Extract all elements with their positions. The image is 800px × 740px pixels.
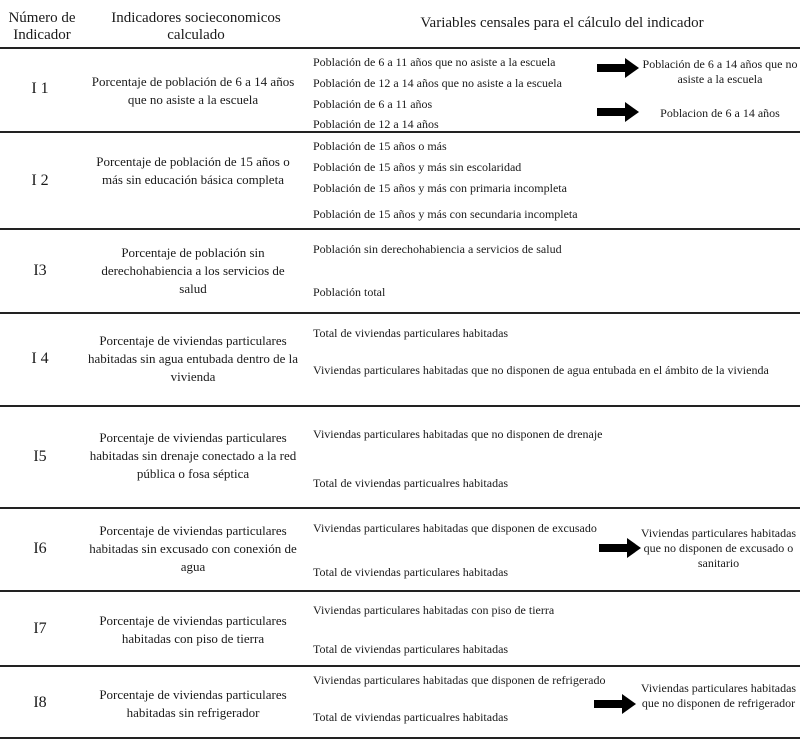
census-variable: Población de 15 años y más con primaria incompleta [313, 181, 567, 195]
aggregated-variable: Viviendas particulares habitadas que no disponen de excusado o sanitario [640, 526, 797, 570]
census-variable: Viviendas particulares habitadas que no disponen de agua entubada en el ámbito de la vivienda [313, 363, 769, 377]
table-rule [0, 47, 800, 49]
indicator-description: Porcentaje de población de 15 años o más sin educación básica completa [96, 154, 290, 187]
indicator-number: I 4 [31, 350, 49, 367]
census-variable: Población de 15 años y más sin escolaridad [313, 160, 522, 174]
indicator-description: Porcentaje de población sin derechohabiencia a los servicios de salud [101, 245, 285, 296]
header-indicadores: Indicadores socieconomicos calculado [111, 10, 281, 43]
census-variable: Total de viviendas particualres habitadas [313, 710, 509, 724]
header-numero: Número de Indicador [8, 10, 76, 43]
header-variables: Variables censales para el cálculo del indicador [420, 15, 704, 31]
aggregated-variable: Viviendas particulares habitadas que no disponen de refrigerador [640, 681, 797, 710]
table-rule [0, 228, 800, 230]
indicator-number: I3 [33, 262, 47, 279]
indicator-description: Porcentaje de viviendas particulares habitadas sin agua entubada dentro de la vivienda [87, 333, 299, 384]
census-variable: Población sin derechohabiencia a servicios de salud [313, 242, 562, 256]
indicator-number: I8 [33, 694, 47, 711]
census-variable: Total de viviendas particulares habitadas [313, 642, 509, 656]
indicator-description: Porcentaje de población de 6 a 14 años que no asiste a la escuela [91, 74, 295, 107]
table-rule [0, 312, 800, 314]
census-variable: Viviendas particulares habitadas que disponen de refrigerado [313, 673, 606, 687]
table-rule [0, 507, 800, 509]
indicator-description: Porcentaje de viviendas particulares habitadas sin excusado con conexión de agua [89, 523, 297, 574]
census-variable: Viviendas particulares habitadas que no disponen de drenaje [313, 427, 603, 441]
indicator-number: I7 [33, 620, 47, 637]
census-variable: Viviendas particulares habitadas con piso de tierra [313, 603, 555, 617]
census-variable: Total de viviendas particualres habitadas [313, 476, 509, 490]
table-rule [0, 405, 800, 407]
census-variable: Población de 15 años y más con secundaria incompleta [313, 207, 578, 221]
indicator-number: I5 [33, 448, 47, 465]
arrow-right-icon [597, 102, 639, 122]
indicator-description: Porcentaje de viviendas particulares habitadas sin refrigerador [99, 687, 287, 720]
aggregated-variable: Población de 6 a 14 años que no asiste a la escuela [642, 57, 798, 86]
census-variable: Población de 12 a 14 años [313, 117, 439, 131]
indicator-number: I 2 [31, 172, 49, 189]
census-variable: Población de 6 a 11 años que no asiste a la escuela [313, 55, 556, 69]
census-variable: Total de viviendas particulares habitadas [313, 326, 509, 340]
census-variable: Población de 12 a 14 años que no asiste a la escuela [313, 76, 562, 90]
indicator-number: I6 [33, 540, 47, 557]
indicator-description: Porcentaje de viviendas particulares habitadas sin drenaje conectado a la red pública o fosa séptica [89, 430, 297, 481]
census-variable: Viviendas particulares habitadas que disponen de excusado [313, 521, 597, 535]
arrow-right-icon [594, 694, 636, 714]
table-rule [0, 737, 800, 739]
table-rule [0, 665, 800, 667]
arrow-right-icon [597, 58, 639, 78]
census-variable: Población de 6 a 11 años [313, 97, 433, 111]
census-variable: Población de 15 años o más [313, 139, 447, 153]
table-rule [0, 590, 800, 592]
census-variable: Población total [313, 285, 386, 299]
arrow-right-icon [599, 538, 641, 558]
aggregated-variable: Poblacion de 6 a 14 años [660, 106, 780, 120]
census-variable: Total de viviendas particulares habitadas [313, 565, 509, 579]
indicator-description: Porcentaje de viviendas particulares habitadas con piso de tierra [99, 613, 287, 646]
indicator-number: I 1 [31, 80, 49, 97]
